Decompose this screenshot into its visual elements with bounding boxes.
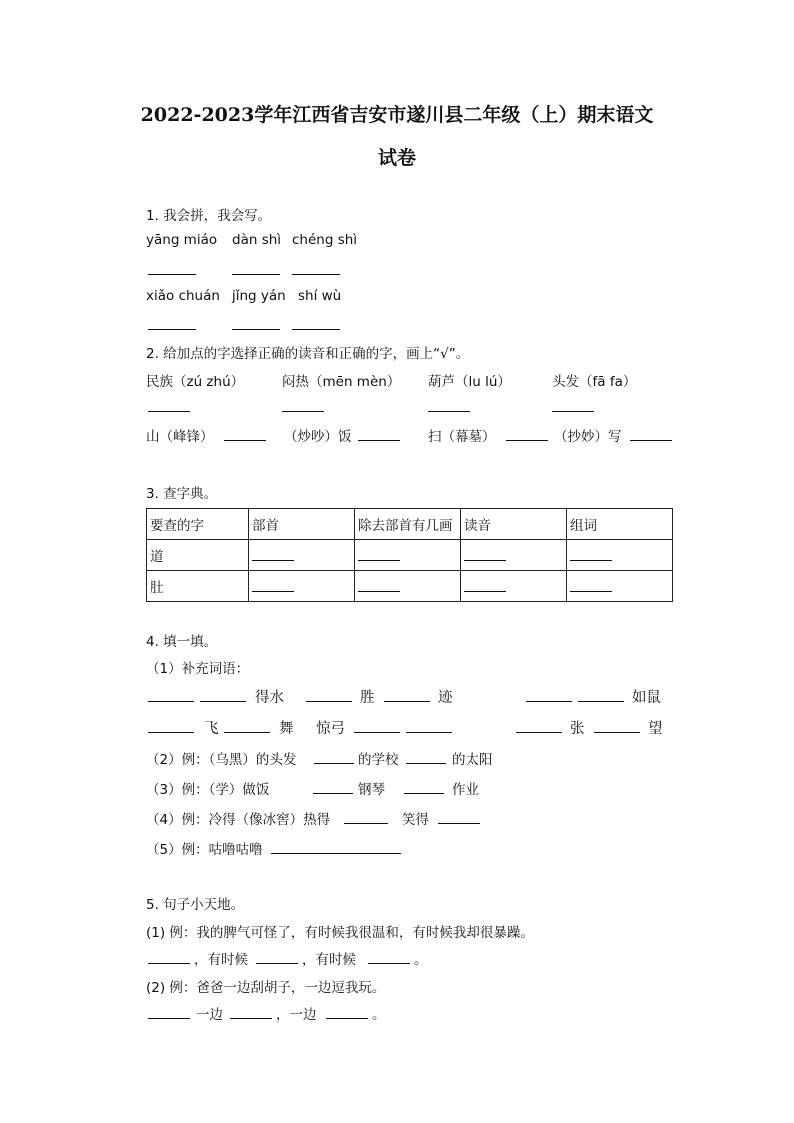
q4-answer-blank[interactable] — [406, 763, 446, 764]
table-cell[interactable] — [355, 571, 461, 602]
q4-answer-blank[interactable] — [344, 823, 388, 824]
q2-item: 头发（fā fa） — [552, 374, 637, 390]
q4-idiom-word: 得水 — [255, 690, 284, 706]
q1-answer-blank[interactable] — [232, 274, 280, 275]
q4-sub3-end: 作业 — [452, 782, 479, 798]
table-row — [147, 540, 673, 571]
q5-answer-blank[interactable] — [148, 1018, 190, 1019]
answer-blank[interactable] — [464, 546, 506, 561]
q2-item: （炒吵）饭 — [284, 429, 352, 445]
q4-idiom-word: 望 — [648, 721, 663, 737]
q4-idiom-word: 如鼠 — [632, 690, 661, 706]
table-header: 组词 — [567, 509, 673, 540]
q2-answer-blank[interactable] — [148, 411, 190, 412]
q2-item: 民族（zú zhú） — [146, 374, 245, 390]
q4-answer-blank[interactable] — [306, 701, 352, 702]
answer-blank[interactable] — [358, 577, 400, 592]
q5-example1: (1) 例：我的脾气可怪了，有时候我很温和，有时候我却很暴躁。 — [146, 925, 534, 941]
q1-pinyin-5: jǐng yán — [232, 288, 286, 304]
q4-sub2-end: 的太阳 — [452, 752, 493, 768]
q1-answer-blank[interactable] — [148, 329, 196, 330]
page-title-line2: 试卷 — [377, 147, 416, 169]
table-header: 部首 — [249, 509, 355, 540]
q4-idiom-word: 舞 — [279, 721, 294, 737]
q2-answer-blank[interactable] — [282, 411, 324, 412]
q4-answer-blank[interactable] — [404, 793, 444, 794]
q3-heading: 3. 查字典。 — [146, 486, 218, 502]
q4-idiom-word: 飞 — [204, 721, 219, 737]
table-cell-char: 道 — [147, 540, 249, 571]
q4-answer-blank[interactable] — [384, 701, 430, 702]
q1-answer-blank[interactable] — [148, 274, 196, 275]
q5-text: ，有时候 — [194, 952, 248, 968]
answer-blank[interactable] — [252, 577, 294, 592]
q2-item: 扫（幕墓） — [428, 429, 496, 445]
q2-item: 葫芦（lu lú） — [428, 374, 511, 390]
q4-sub3: （3）例：（学）做饭 — [146, 782, 270, 798]
q4-sub4-mid: 笑得 — [402, 812, 429, 828]
q4-sub2: （2）例：（乌黑）的头发 — [146, 752, 297, 768]
q4-answer-blank[interactable] — [406, 732, 452, 733]
q5-answer-blank[interactable] — [256, 963, 298, 964]
q1-answer-blank[interactable] — [292, 274, 340, 275]
q4-answer-blank[interactable] — [148, 732, 194, 733]
q5-text: 一边 — [196, 1007, 223, 1023]
q4-answer-blank[interactable] — [200, 701, 246, 702]
q4-idiom-word: 胜 — [360, 690, 375, 706]
table-cell[interactable] — [249, 571, 355, 602]
q5-answer-blank[interactable] — [368, 963, 410, 964]
table-cell[interactable] — [355, 540, 461, 571]
table-cell-char: 肚 — [147, 571, 249, 602]
q4-answer-blank[interactable] — [594, 732, 640, 733]
q4-sub3-mid: 钢琴 — [358, 782, 385, 798]
q4-idiom-word: 惊弓 — [316, 721, 345, 737]
table-row — [147, 571, 673, 602]
q5-answer-blank[interactable] — [148, 963, 190, 964]
table-header-row — [147, 509, 673, 540]
q2-answer-blank[interactable] — [630, 440, 672, 441]
q5-text: ，一边 — [276, 1007, 317, 1023]
q1-answer-blank[interactable] — [292, 329, 340, 330]
q5-heading: 5. 句子小天地。 — [146, 897, 245, 913]
q1-pinyin-1: yāng miáo — [146, 232, 218, 248]
q2-item: 山（峰锋） — [146, 429, 214, 445]
q4-answer-blank[interactable] — [271, 853, 401, 854]
q5-example2: (2) 例：爸爸一边刮胡子，一边逗我玩。 — [146, 980, 386, 996]
table-cell[interactable] — [249, 540, 355, 571]
q4-answer-blank[interactable] — [224, 732, 270, 733]
answer-blank[interactable] — [570, 546, 612, 561]
q1-answer-blank[interactable] — [232, 329, 280, 330]
q4-answer-blank[interactable] — [526, 701, 572, 702]
q1-heading: 1. 我会拼，我会写。 — [146, 208, 272, 224]
q4-sub2-mid: 的学校 — [358, 752, 399, 768]
q2-answer-blank[interactable] — [552, 411, 594, 412]
answer-blank[interactable] — [358, 546, 400, 561]
answer-blank[interactable] — [464, 577, 506, 592]
page-title: 2022-2023学年江西省吉安市遂川县二年级（上）期末语文 — [140, 104, 654, 126]
q2-item: （抄妙）写 — [554, 429, 622, 445]
q4-sub5: （5）例：咕噜咕噜 — [146, 842, 263, 858]
q4-answer-blank[interactable] — [516, 732, 562, 733]
answer-blank[interactable] — [252, 546, 294, 561]
q5-text: ，有时候 — [302, 952, 356, 968]
q4-sub1: （1）补充词语： — [146, 661, 250, 677]
answer-blank[interactable] — [570, 577, 612, 592]
q2-answer-blank[interactable] — [224, 440, 266, 441]
q4-answer-blank[interactable] — [148, 701, 194, 702]
q2-item: 闷热（mēn mèn） — [282, 374, 401, 390]
q4-answer-blank[interactable] — [578, 701, 624, 702]
q4-idiom-word: 张 — [570, 721, 585, 737]
q2-answer-blank[interactable] — [506, 440, 548, 441]
table-cell[interactable] — [461, 540, 567, 571]
table-cell[interactable] — [567, 571, 673, 602]
q4-sub4: （4）例：冷得（像冰窖）热得 — [146, 812, 331, 828]
q4-answer-blank[interactable] — [313, 793, 353, 794]
dictionary-table — [146, 508, 673, 602]
q2-answer-blank[interactable] — [428, 411, 470, 412]
q4-answer-blank[interactable] — [354, 732, 400, 733]
q2-heading: 2. 给加点的字选择正确的读音和正确的字，画上“√”。 — [146, 346, 470, 362]
table-header: 要查的字 — [147, 509, 249, 540]
table-header: 读音 — [461, 509, 567, 540]
q1-pinyin-4: xiǎo chuán — [146, 288, 220, 304]
table-header: 除去部首有几画 — [355, 509, 461, 540]
q5-text: 。 — [414, 952, 428, 968]
q1-pinyin-6: shí wù — [298, 288, 342, 304]
q5-answer-blank[interactable] — [326, 1018, 368, 1019]
q4-heading: 4. 填一填。 — [146, 634, 218, 650]
q4-answer-blank[interactable] — [438, 823, 480, 824]
table-cell[interactable] — [461, 571, 567, 602]
q1-pinyin-3: chéng shì — [292, 232, 358, 248]
q4-answer-blank[interactable] — [314, 763, 354, 764]
q1-pinyin-2: dàn shì — [232, 232, 282, 248]
q2-answer-blank[interactable] — [358, 440, 400, 441]
q4-idiom-word: 迹 — [438, 690, 453, 706]
table-cell[interactable] — [567, 540, 673, 571]
q5-text: 。 — [372, 1007, 386, 1023]
q5-answer-blank[interactable] — [230, 1018, 272, 1019]
